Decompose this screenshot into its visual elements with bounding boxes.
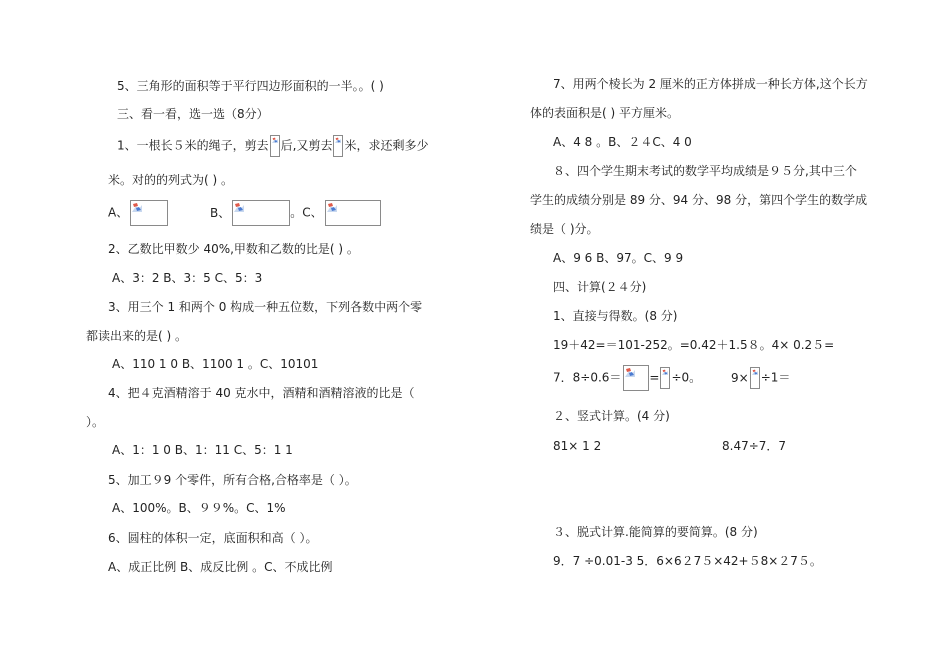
q2-options: A、3：2 B、3：5 C、5：3 bbox=[112, 271, 263, 285]
section-3-title: 三、看一看，选一选（8分） bbox=[117, 107, 269, 121]
q1-option-a-image-icon bbox=[130, 200, 168, 226]
fraction-image-icon bbox=[623, 365, 649, 391]
calc-1-line2-a: 7．8÷0.6＝ bbox=[553, 370, 622, 385]
q6-options: A、成正比例 B、成反比例 。C、不成比例 bbox=[108, 560, 333, 574]
calc-3-line: 9．7 ÷0.01-3 5．6×6２7５×42+５8×２7５。 bbox=[553, 554, 822, 568]
q1-option-c-label: 。C、 bbox=[290, 205, 323, 220]
section-4-title: 四、计算(２４分) bbox=[553, 280, 647, 294]
q1-text-a: 1、一根长５米的绳子，剪去 bbox=[117, 138, 269, 153]
q5b-text: 5、加工９9 个零件，所有合格,合格率是（ ）。 bbox=[108, 473, 357, 487]
q3-line1: 3、用三个 1 和两个 0 构成一种五位数，下列各数中两个零 bbox=[108, 300, 423, 314]
q1-option-a-label: A、 bbox=[108, 205, 129, 220]
q1-option-b-label: B、 bbox=[210, 205, 231, 220]
q1-option-b-image-icon bbox=[232, 200, 290, 226]
q1-line2: 米。对的的列式为( ) 。 bbox=[108, 173, 233, 187]
fraction-image-icon bbox=[270, 135, 280, 157]
q1-line1 bbox=[117, 134, 428, 157]
q2-text: 2、乙数比甲数少 40%,甲数和乙数的比是( ) 。 bbox=[108, 242, 359, 256]
q4-line1: 4、把４克酒精溶于 40 克水中，酒精和酒精溶液的比是（ bbox=[108, 386, 415, 400]
calc-1-line2 bbox=[553, 364, 790, 391]
calc-2-problem-a: 81× 1 2 bbox=[553, 439, 602, 453]
q1-options bbox=[108, 199, 381, 226]
q8-options: A、9 6 B、97。C、9 9 bbox=[553, 251, 684, 265]
calc-1-line2-b: = bbox=[649, 370, 660, 385]
q7-options: A、4 8 。B、２４C、4 0 bbox=[553, 135, 692, 149]
q7-line2: 体的表面积是( ) 平方厘米。 bbox=[530, 106, 679, 120]
q4-options: A、1：1 0 B、1：11 C、5：1 1 bbox=[112, 443, 293, 457]
calc-3-title: ３、脱式计算.能简算的要简算。(8 分) bbox=[553, 525, 758, 539]
calc-1-line2-d: 9× bbox=[731, 370, 749, 385]
q3-options: A、110 1 0 B、1100 1 。C、10101 bbox=[112, 357, 319, 371]
calc-1-line2-c: ÷0。 bbox=[671, 370, 702, 385]
q1-option-c-image-icon bbox=[325, 200, 381, 226]
q6-text: 6、圆柱的体积一定，底面积和高（ ）。 bbox=[108, 531, 318, 545]
q7-line1: 7、用两个棱长为 2 厘米的正方体拼成一种长方体,这个长方 bbox=[553, 77, 868, 91]
calc-1-line2-e: ÷1＝ bbox=[760, 370, 791, 385]
fraction-image-icon bbox=[660, 367, 670, 389]
q1-text-b: 后,又剪去 bbox=[280, 138, 333, 153]
calc-2-problem-b: 8.47÷7．7 bbox=[722, 439, 787, 453]
fraction-image-icon bbox=[333, 135, 343, 157]
q8-line3: 绩是（ )分。 bbox=[530, 222, 599, 236]
q1-text-c: 米，求还剩多少 bbox=[344, 138, 429, 153]
q5b-options: A、100%。B、９９%。C、1% bbox=[112, 501, 286, 515]
q3-line2: 都读出来的是( ) 。 bbox=[86, 329, 187, 343]
fraction-image-icon bbox=[750, 367, 760, 389]
q8-line1: ８、四个学生期末考试的数学平均成绩是９５分,其中三个 bbox=[553, 164, 857, 178]
calc-1-title: 1、直接与得数。(8 分) bbox=[553, 309, 678, 323]
q8-line2: 学生的成绩分别是 89 分、94 分、98 分，第四个学生的数学成 bbox=[530, 193, 868, 207]
calc-2-title: ２、竖式计算。(4 分) bbox=[553, 409, 670, 423]
calc-1-line1: 19＋42=＝101-252。=0.42＋1.5８。4× 0.2５= bbox=[553, 338, 835, 352]
q5-true-false: 5、三角形的面积等于平行四边形面积的一半。。( ) bbox=[117, 79, 384, 93]
q4-line2: ）。 bbox=[86, 415, 105, 429]
